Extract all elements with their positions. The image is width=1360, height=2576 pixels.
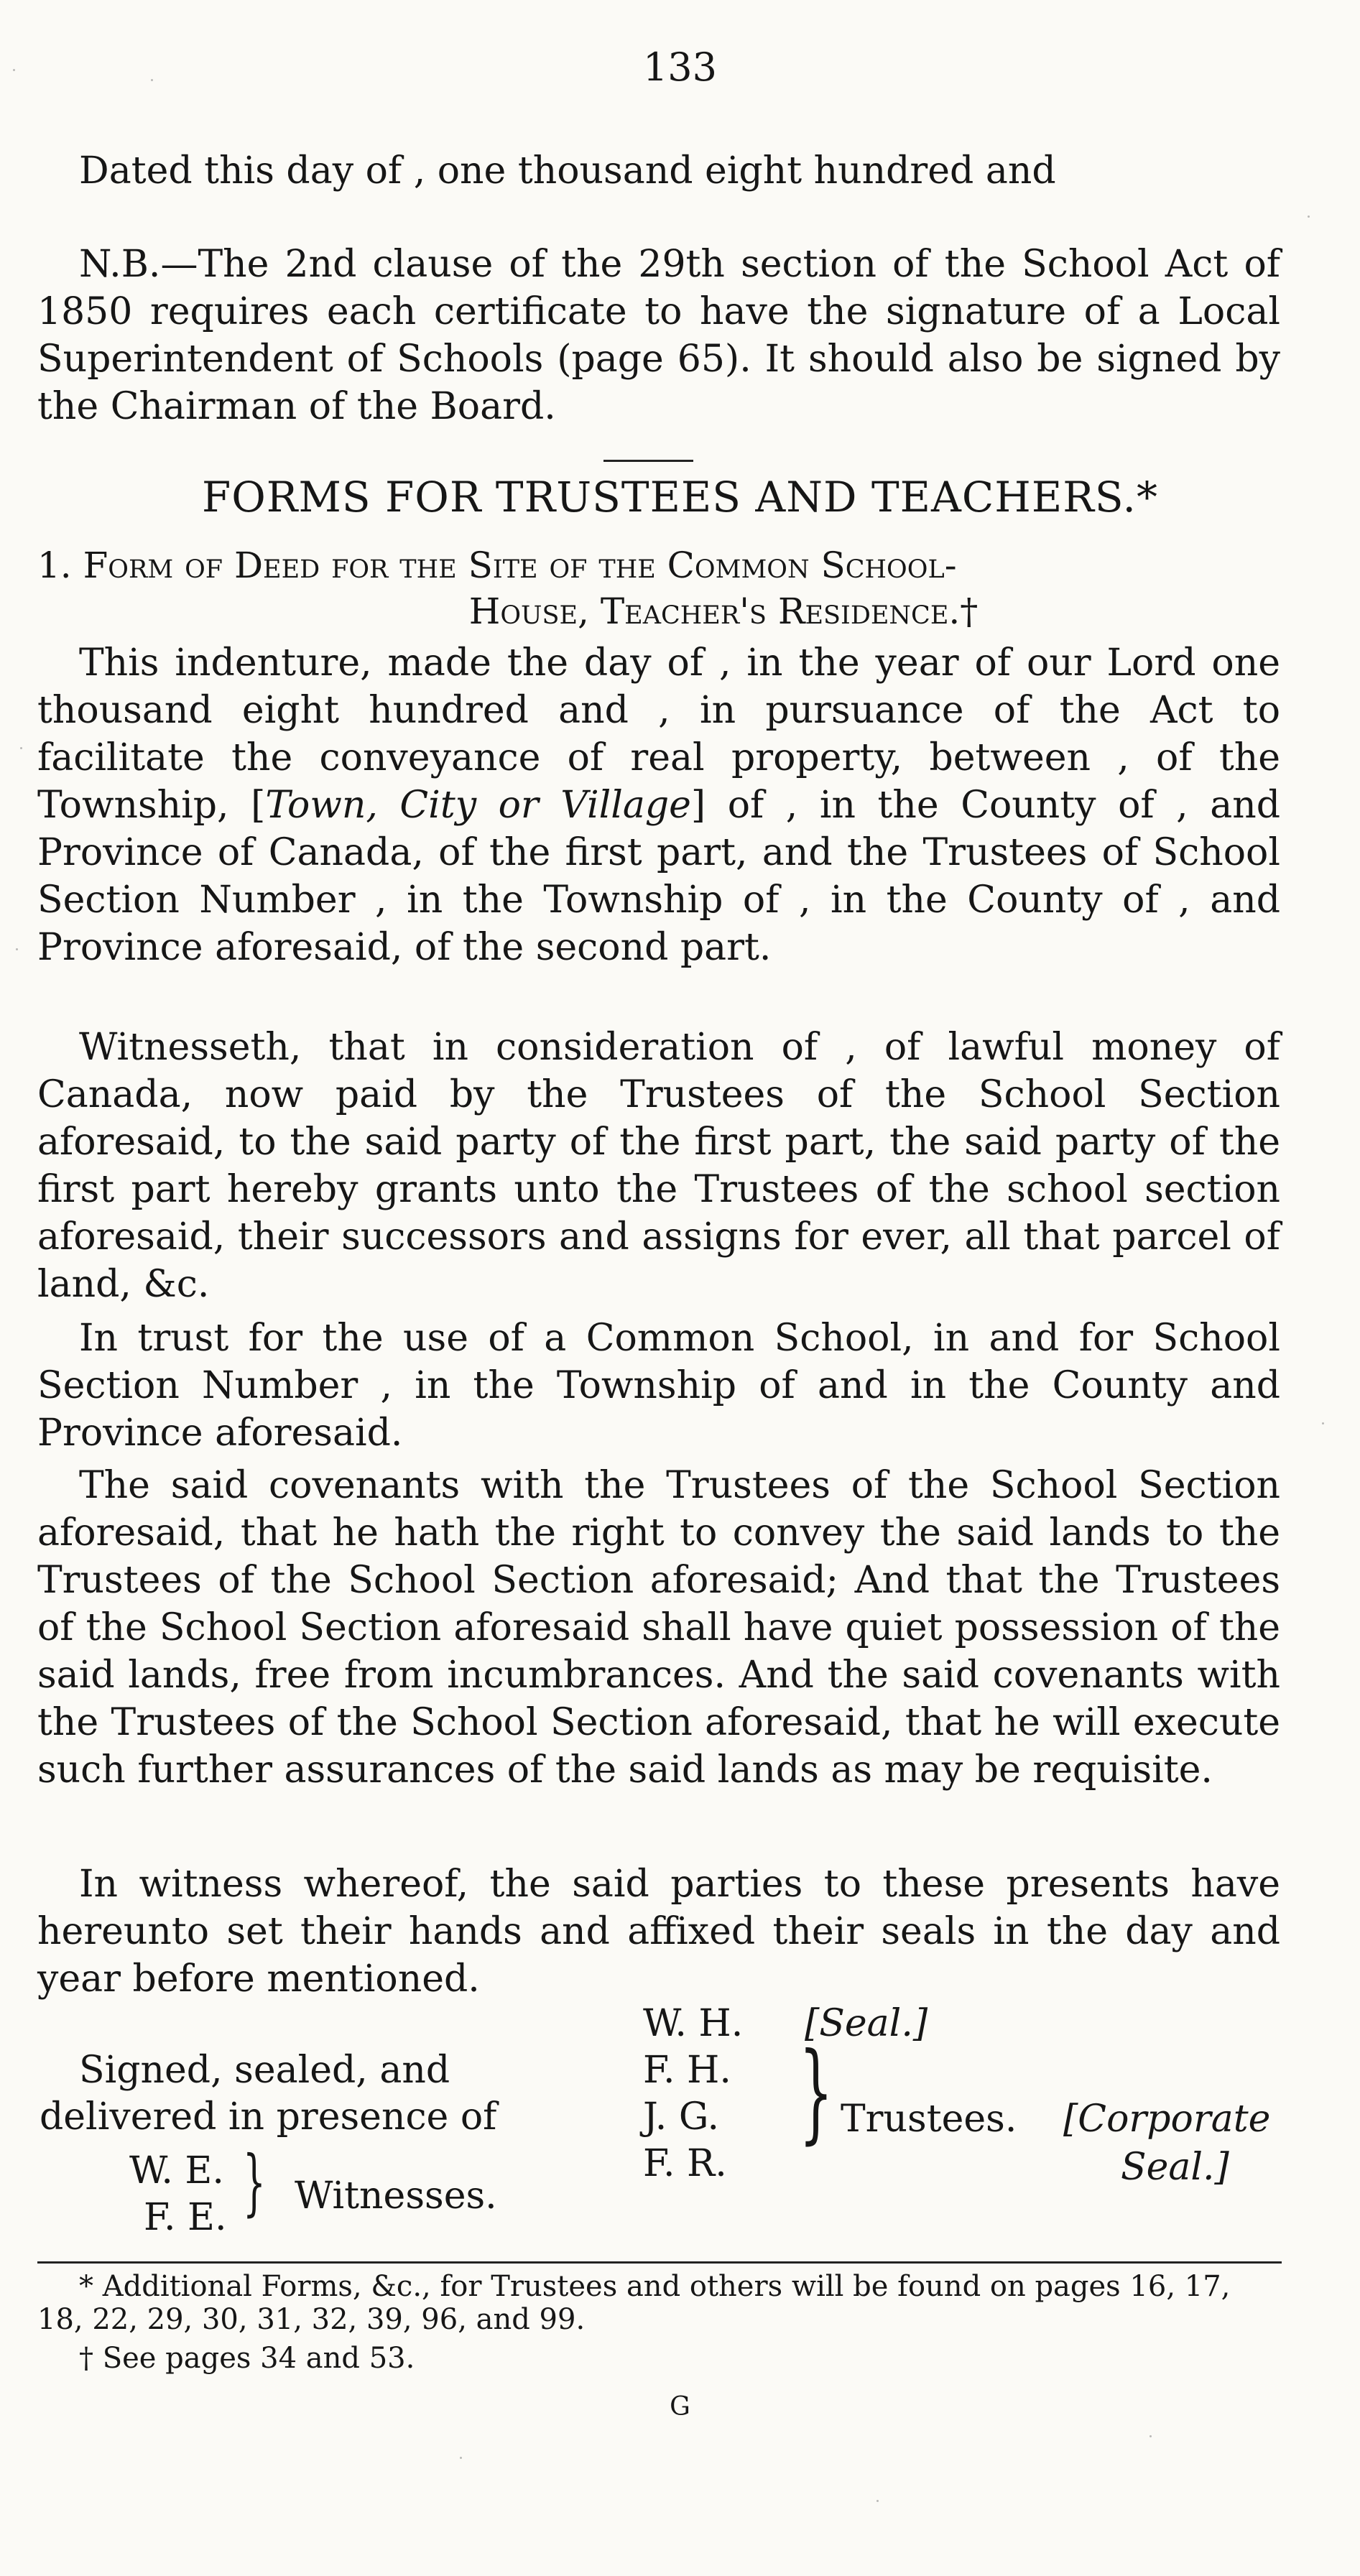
section-heading: FORMS FOR TRUSTEES AND TEACHERS.* <box>202 473 1158 522</box>
corporate-seal-line2: Seal.] <box>1121 2146 1229 2189</box>
trustee-3: J. G. <box>643 2095 720 2139</box>
trustee-2: F. H. <box>643 2049 731 2092</box>
deed-paragraph-5: In witness whereof, the said parties to these presents have hereunto set their hands and affixed their seals in the day and year before mentioned. <box>37 1863 1280 2001</box>
footnote-dagger: † See pages 34 and 53. <box>79 2342 415 2375</box>
corporate-seal-line1: [Corporate <box>1063 2098 1271 2141</box>
certificate-note: N.B.—The 2nd clause of the 29th section of the School Act of 1850 requires each certificate to have the signature of a Local Superintendent of Schools (page 65). It should also be signed by the Chairman of the Board. <box>37 243 1280 428</box>
deed-paragraph-2: Witnesseth, that in consideration of , of lawful money of Canada, now paid by the Trustees of the School Section aforesaid, to the said party of the first part, the said party of the first part hereby grants unto the Trustees of the school section aforesaid, their successors and assigns for ever, all that parcel of land, &c. <box>37 1026 1280 1306</box>
deed-paragraph-1: This indenture, made the day of , in the year of our Lord one thousand eight hundred and , in pursuance of the Act to facilitate the conveyance of real property, between , of the Township, [Town, City or Village] of , in the County of , and Province of Canada, of the first part, and the Trustees of School Section Number , in the Township of , in the County of , and Province aforesaid, of the second part. <box>37 641 1280 969</box>
seal-label: [Seal.] <box>805 2002 928 2045</box>
signature-mark: G <box>670 2392 690 2422</box>
form-title-line1: 1. Form of Deed for the Site of the Common School- <box>37 545 957 586</box>
witnesses-label: Witnesses. <box>295 2174 497 2218</box>
deed-paragraph-3: In trust for the use of a Common School, in and for School Section Number , in the Township of and in the County and Province aforesaid. <box>37 1317 1280 1455</box>
witness-1: W. E. <box>129 2149 224 2192</box>
witness-2: F. E. <box>144 2196 227 2239</box>
form-title <box>37 542 1302 634</box>
dated-line: Dated this day of , one thousand eight hundred and <box>79 149 1056 193</box>
trustees-label: Trustees. <box>841 2098 1017 2141</box>
signed-line-2: delivered in presence of <box>40 2095 497 2139</box>
form-title-line2: House, Teacher's Residence.† <box>468 590 979 632</box>
trustees-brace: } <box>799 2030 833 2155</box>
page-number: 133 <box>642 45 718 90</box>
deed-paragraph-4: The said covenants with the Trustees of the School Section aforesaid, that he hath the right to convey the said lands to the Trustees of the School Section aforesaid; And that the Trustees of the School Section aforesaid shall have quiet possession of the said lands, free from incumbrances. And the said covenants with the Trustees of the School Section aforesaid, that he will execute such further assurances of the said lands as may be requisite. <box>37 1464 1280 1792</box>
footnote-rule <box>37 2261 1282 2264</box>
footnote-star: * Additional Forms, &c., for Trustees and others will be found on pages 16, 17, 18, 22, 29, 30, 31, 32, 39, 96, and 99. <box>37 2270 1231 2336</box>
signed-line-1: Signed, sealed, and <box>79 2049 450 2092</box>
trustee-4: F. R. <box>643 2142 727 2185</box>
witness-brace: } <box>243 2140 266 2224</box>
trustee-1: W. H. <box>643 2002 744 2045</box>
short-rule <box>603 460 693 462</box>
